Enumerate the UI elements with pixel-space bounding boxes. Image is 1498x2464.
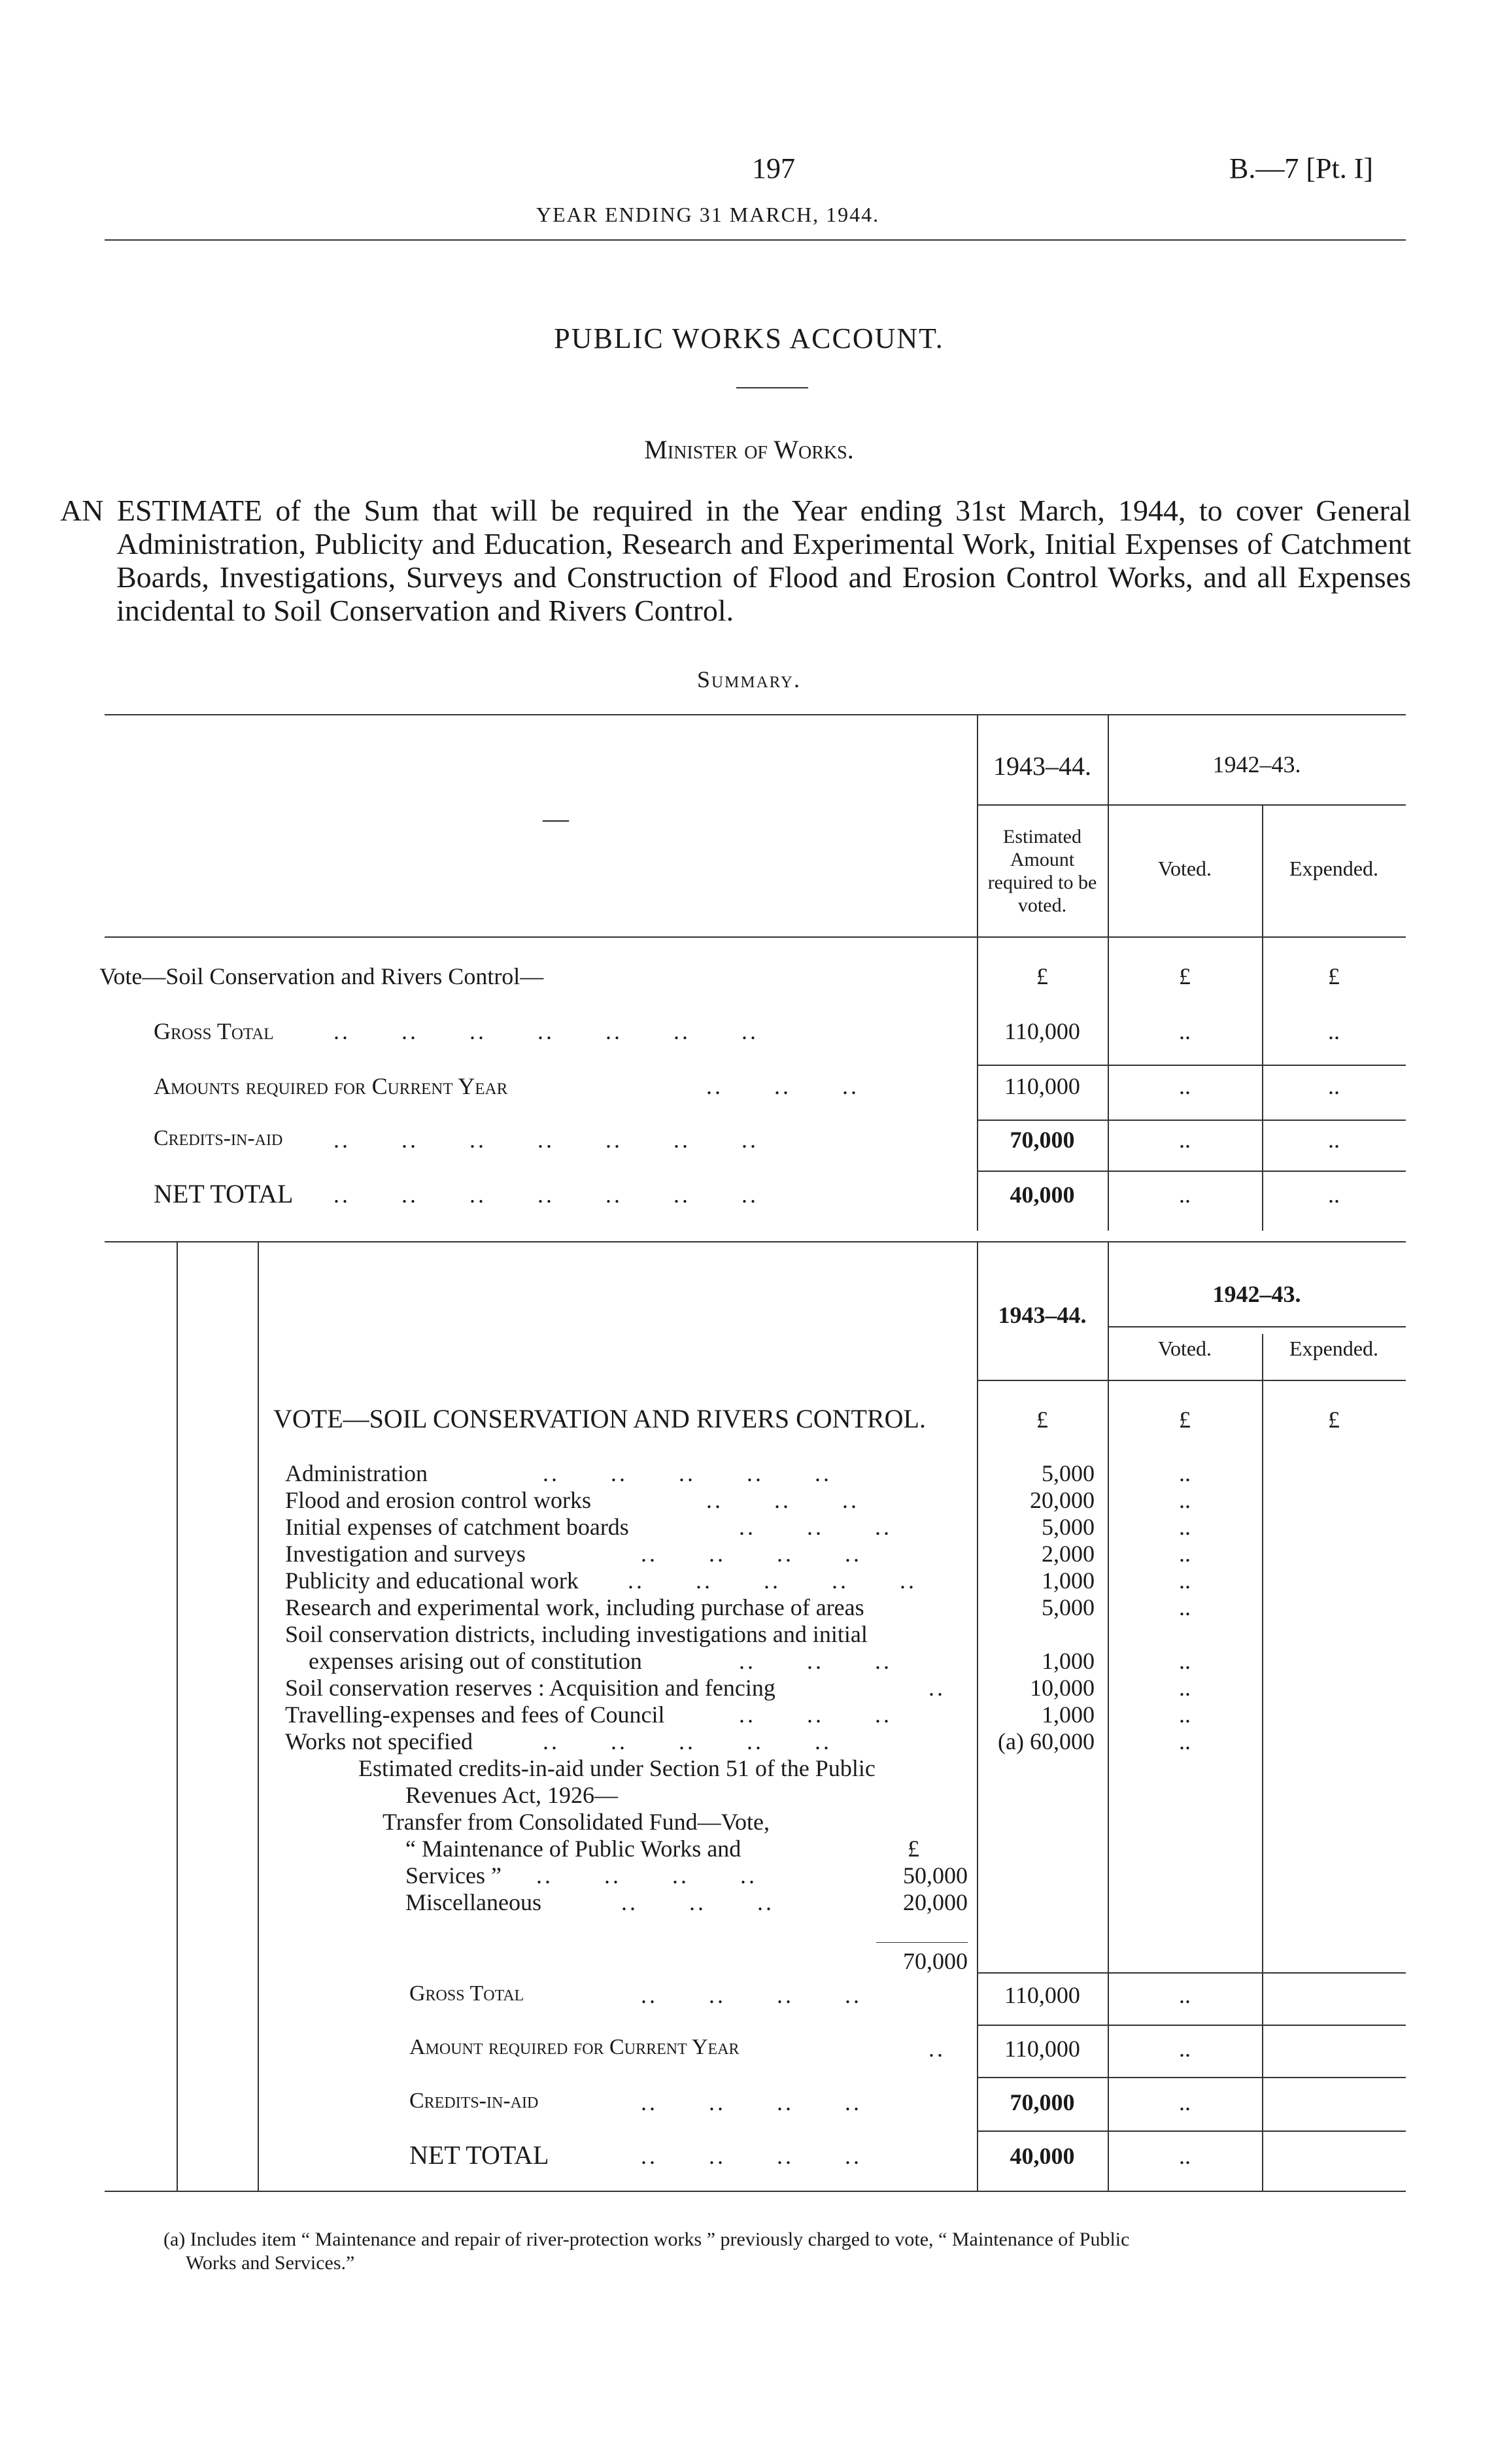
summary-row-voted: .. <box>1179 1073 1191 1099</box>
summary-row-amount: 110,000 <box>1004 1018 1080 1044</box>
leader-dots: .. .. .. <box>706 1487 859 1513</box>
leader-dots: .. <box>928 2036 945 2062</box>
summary-row-expended: .. <box>1328 1018 1340 1044</box>
intro-paragraph: AN ESTIMATE of the Sum that will be required in the Year ending 31st March, 1944, to cover General Administration, Publicity and Education, Research and Experimental Work, Initial Expenses of Catchment Boards, Investigations, Surveys and Construction of Flood and Erosion Control Works, and all Expenses incidental to Soil Conservation and Rivers Control. <box>60 494 1411 627</box>
leader-dots: .. .. .. <box>739 1648 892 1674</box>
detail-total-label: NET TOTAL <box>409 2140 549 2170</box>
summary-row-amount: 40,000 <box>1010 1182 1075 1208</box>
detail-total-label: Amount required for Current Year <box>409 2035 740 2059</box>
item-label: Research and experimental work, including purchase of areas <box>285 1594 864 1620</box>
leader-dots: .. .. .. .. <box>536 1862 757 1889</box>
detail-total-voted: .. <box>1179 1982 1191 2008</box>
maintenance-amount: 50,000 <box>903 1862 968 1889</box>
detail-total-label: Gross Total <box>409 1981 524 2006</box>
summary-row-label: Amounts required for Current Year <box>154 1073 508 1099</box>
detail-col-expended: Expended. <box>1289 1337 1378 1360</box>
item-label: Flood and erosion control works <box>285 1487 591 1513</box>
item-voted: .. <box>1179 1675 1191 1701</box>
item-voted: .. <box>1179 1728 1191 1754</box>
detail-total-amount: 110,000 <box>1004 1982 1080 2008</box>
credits-line-2: Revenues Act, 1926— <box>405 1782 618 1808</box>
credits-line-1: Estimated credits-in-aid under Section 51 of the Public <box>358 1755 876 1781</box>
item-amount: 1,000 <box>1042 1567 1095 1594</box>
leader-dots: .. .. .. .. <box>641 1982 862 2008</box>
item-voted: .. <box>1179 1487 1191 1513</box>
detail-currency-voted: £ <box>1179 1407 1191 1433</box>
leader-dots: .. .. .. .. <box>641 1541 862 1567</box>
detail-col-rule-a <box>177 1241 178 2191</box>
detail-row-rule <box>977 2077 1406 2078</box>
detail-col-rule-b <box>258 1241 259 2191</box>
maintenance-line-1: “ Maintenance of Public Works and <box>405 1836 741 1862</box>
item-voted: .. <box>1179 1460 1191 1486</box>
leader-dots: .. .. .. .. .. <box>543 1460 832 1486</box>
detail-col-voted: Voted. <box>1157 1337 1212 1360</box>
leader-dots: .. .. .. .. <box>641 2089 862 2115</box>
detail-total-amount: 70,000 <box>1010 2089 1075 2115</box>
miscellaneous-label: Miscellaneous <box>405 1889 541 1915</box>
footnote-line-1: (a) Includes item “ Maintenance and repair of river-protection works ” previously charged to vote, “ Maintenance of Public <box>163 2229 1130 2250</box>
leader-dots: .. .. .. <box>621 1889 774 1915</box>
summary-row-rule-1 <box>977 1065 1406 1066</box>
summary-row-voted: .. <box>1179 1127 1191 1153</box>
summary-currency: £ <box>1036 963 1048 989</box>
summary-row-label: Credits-in-aid <box>154 1126 283 1150</box>
page-title: PUBLIC WORKS ACCOUNT. <box>554 322 944 354</box>
item-amount: 5,000 <box>1042 1460 1095 1486</box>
summary-col-1943: 1943–44. <box>993 751 1091 781</box>
summary-col-expended: Expended. <box>1289 857 1378 880</box>
item-voted: .. <box>1179 1702 1191 1728</box>
credits-total: 70,000 <box>903 1948 968 1974</box>
transfer-line: Transfer from Consolidated Fund—Vote, <box>383 1809 770 1835</box>
item-voted: .. <box>1179 1541 1191 1567</box>
detail-total-amount: 40,000 <box>1010 2143 1075 2169</box>
item-label: Publicity and educational work <box>285 1567 579 1594</box>
item-amount: 10,000 <box>1030 1675 1095 1701</box>
summary-header-bottom <box>105 936 1406 938</box>
summary-row-expended: .. <box>1328 1182 1340 1208</box>
summary-currency-voted: £ <box>1179 963 1191 989</box>
summary-row-voted: .. <box>1179 1018 1191 1044</box>
leader-dots: .. .. .. .. .. .. .. <box>333 1018 758 1044</box>
summary-row-label: NET TOTAL <box>154 1179 294 1208</box>
detail-total-voted: .. <box>1179 2089 1191 2115</box>
item-label: Investigation and surveys <box>285 1541 526 1567</box>
leader-dots: .. <box>928 1675 945 1701</box>
detail-col-1942: 1942–43. <box>1212 1281 1301 1307</box>
leader-dots: .. .. .. .. .. .. .. <box>333 1182 758 1208</box>
header-rule <box>105 239 1406 241</box>
page-number: 197 <box>752 152 795 184</box>
detail-total-amount: 110,000 <box>1004 2036 1080 2062</box>
year-line: YEAR ENDING 31 MARCH, 1944. <box>536 203 880 226</box>
detail-top-rule <box>105 1241 1406 1242</box>
leader-dots: .. .. .. .. .. <box>628 1567 917 1594</box>
summary-currency-expended: £ <box>1328 963 1340 989</box>
item-voted: .. <box>1179 1648 1191 1674</box>
item-voted: .. <box>1179 1594 1191 1620</box>
subtitle: Minister of Works. <box>644 435 854 464</box>
item-label: Travelling-expenses and fees of Council <box>285 1702 665 1728</box>
summary-col-voted: Voted. <box>1157 857 1212 880</box>
item-label: Administration <box>285 1460 428 1486</box>
item-voted: .. <box>1179 1567 1191 1594</box>
item-amount: 20,000 <box>1030 1487 1095 1513</box>
detail-currency-expended: £ <box>1328 1407 1340 1433</box>
summary-row-voted: .. <box>1179 1182 1191 1208</box>
detail-currency: £ <box>1036 1407 1048 1433</box>
item-voted: .. <box>1179 1514 1191 1540</box>
title-rule <box>736 387 808 388</box>
summary-col-estimated: Estimated Amount required to be voted. <box>987 826 1097 916</box>
item-label: expenses arising out of constitution <box>309 1648 642 1674</box>
summary-top-rule <box>105 714 1406 715</box>
miscellaneous-amount: 20,000 <box>903 1889 968 1915</box>
item-label: Works not specified <box>285 1728 473 1754</box>
detail-col-rule-3 <box>1262 1334 1263 2191</box>
item-amount: 2,000 <box>1042 1541 1095 1567</box>
item-amount: 5,000 <box>1042 1514 1095 1540</box>
item-label: Soil conservation districts, including investigations and initial <box>285 1621 868 1647</box>
item-amount: 1,000 <box>1042 1648 1095 1674</box>
summary-row-amount: 110,000 <box>1004 1073 1080 1099</box>
document-reference: B.—7 [Pt. I] <box>1229 152 1373 184</box>
leader-dots: .. .. .. .. .. .. .. <box>333 1127 758 1153</box>
summary-row-rule-3 <box>977 1171 1406 1172</box>
footnote-line-2: Works and Services.” <box>186 2252 355 2274</box>
summary-dash: — <box>543 804 569 833</box>
credits-currency: £ <box>908 1836 919 1862</box>
detail-total-label: Credits-in-aid <box>409 2089 539 2113</box>
maintenance-line-2: Services ” <box>405 1862 502 1889</box>
item-label: Initial expenses of catchment boards <box>285 1514 629 1540</box>
summary-col-1942: 1942–43. <box>1212 751 1301 778</box>
detail-col-1943: 1943–44. <box>998 1302 1087 1328</box>
summary-row-expended: .. <box>1328 1073 1340 1099</box>
item-amount: 5,000 <box>1042 1594 1095 1620</box>
item-amount: (a) 60,000 <box>998 1728 1095 1754</box>
detail-vote-title: VOTE—SOIL CONSERVATION AND RIVERS CONTROL. <box>273 1404 926 1433</box>
leader-dots: .. .. .. .. <box>641 2143 862 2169</box>
detail-row-rule <box>977 2025 1406 2026</box>
detail-totals-rule <box>977 1972 1406 1974</box>
item-amount: 1,000 <box>1042 1702 1095 1728</box>
summary-heading: Summary. <box>697 666 801 693</box>
detail-total-voted: .. <box>1179 2036 1191 2062</box>
leader-dots: .. .. .. <box>739 1702 892 1728</box>
leader-dots: .. .. .. .. .. <box>543 1728 832 1754</box>
leader-dots: .. .. .. <box>739 1514 892 1540</box>
summary-row-amount: 70,000 <box>1010 1127 1075 1153</box>
summary-row-expended: .. <box>1328 1127 1340 1153</box>
summary-vote-label: Vote—Soil Conservation and Rivers Control— <box>99 963 544 989</box>
detail-header-split <box>1108 1326 1406 1327</box>
detail-bottom-rule <box>105 2191 1406 2192</box>
item-label: Soil conservation reserves : Acquisition and fencing <box>285 1675 775 1701</box>
detail-header-bottom <box>977 1380 1406 1381</box>
leader-dots: .. .. .. <box>706 1073 859 1099</box>
summary-header-split <box>977 804 1406 806</box>
summary-row-rule-2 <box>977 1120 1406 1121</box>
detail-row-rule <box>977 2130 1406 2132</box>
summary-row-label: Gross Total <box>154 1018 274 1044</box>
detail-total-voted: .. <box>1179 2143 1191 2169</box>
credits-sum-rule <box>876 1942 968 1943</box>
